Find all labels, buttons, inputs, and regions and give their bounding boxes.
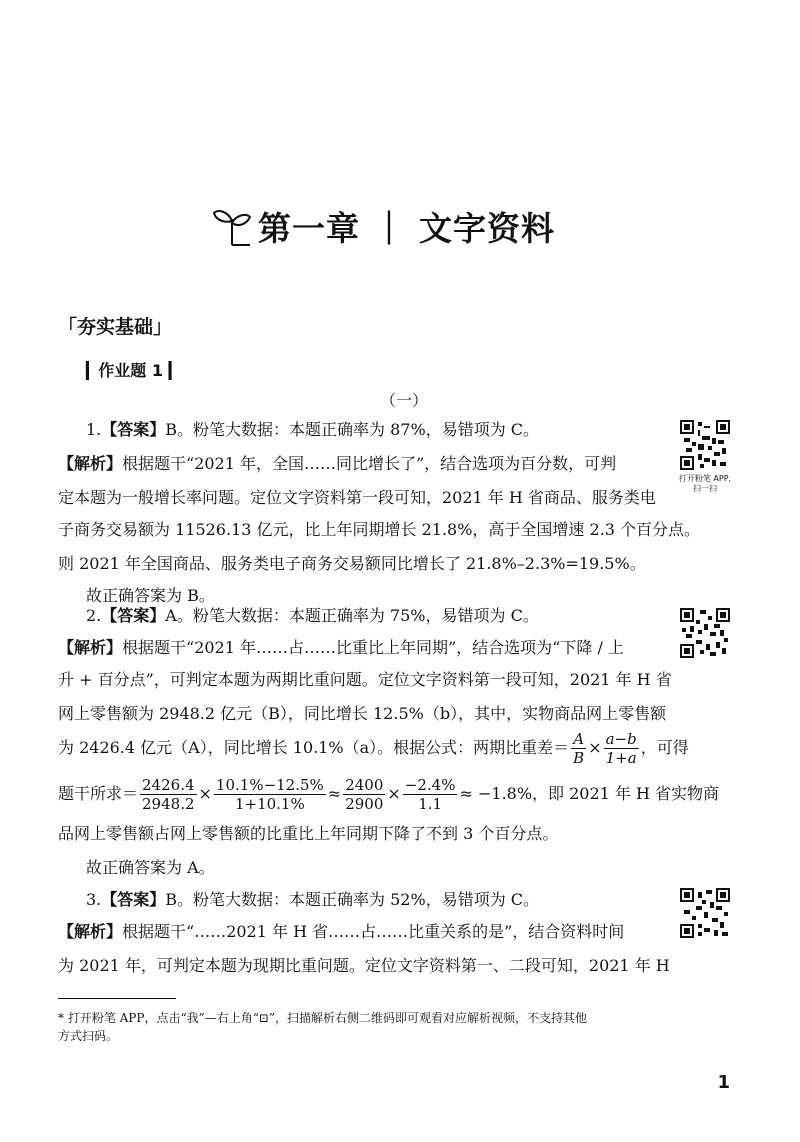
q2-analysis-last: 品网上零售额占网上零售额的比重比上年同期下降了不到 3 个百分点。 bbox=[58, 824, 559, 843]
q1-analysis-label: 【解析】 bbox=[58, 454, 123, 473]
q2-answer-line bbox=[86, 606, 539, 626]
q3-number: 3. bbox=[86, 890, 102, 909]
q1-conclusion: 故正确答案为 B。 bbox=[86, 586, 215, 605]
q1-analysis-line-2: 定本题为一般增长率问题。定位文字资料第一段可知，2021 年 H 省商品、服务类电 bbox=[58, 488, 656, 507]
section-title: 「夯实基础」 bbox=[58, 316, 173, 338]
q3-answer-text: B。粉笔大数据：本题正确率为 52%，易错项为 C。 bbox=[165, 890, 540, 909]
fraction: $\frac{a-b}{1+a}$ bbox=[605, 729, 637, 767]
q1-analysis-line-1: 【解析】根据题干“2021 年，全国……同比增长了”，结合选项为百分数，可判 bbox=[58, 454, 617, 473]
fraction: $\frac{2400}{2900}$ bbox=[345, 775, 384, 813]
q1-number: 1. bbox=[86, 420, 102, 439]
fraction: $\frac{-2.4\%}{1.1}$ bbox=[404, 775, 456, 813]
page-number: 1 bbox=[717, 1072, 730, 1093]
footnote-line-2: 方式扫码。 bbox=[58, 1029, 119, 1043]
q3-answer-label: 【答案】 bbox=[101, 890, 166, 909]
sprout-icon bbox=[210, 205, 252, 247]
q3-analysis-line-2: 为 2021 年，可判定本题为现期比重问题。定位文字资料第一、二段可知，2021 年 H bbox=[58, 956, 670, 975]
fraction: $\frac{2426.4}{2948.2}$ bbox=[142, 775, 195, 813]
q2-formula-line: 为 2426.4 亿元（A），同比增长 10.1%（a）。根据公式：两期比重差＝ $\frac{A}{B}$ × $\frac{a-b}{1+a}$ ，可得 bbox=[58, 729, 689, 767]
q1-answer-line bbox=[86, 420, 539, 440]
chapter-heading bbox=[210, 196, 555, 256]
fraction: $\frac{10.1\%-12.5\%}{1+10.1\%}$ bbox=[215, 775, 324, 813]
q3-answer-line bbox=[86, 890, 539, 910]
qr-code-icon[interactable] bbox=[680, 888, 730, 938]
q1-answer-text: B。粉笔大数据：本题正确率为 87%，易错项为 C。 bbox=[165, 420, 540, 439]
q2-number: 2. bbox=[86, 606, 102, 625]
fraction: $\frac{A}{B}$ bbox=[573, 729, 585, 767]
q2-calc-line: 题干所求＝ $\frac{2426.4}{2948.2}$ × $\frac{10.1\%-12.5\%}{1+10.1\%}$ ≈ $\frac{2400}{2900}$ × $\frac{-2.4\%}{1.1}$ ≈ −1.8%，即 2021 年 H 省实物商 bbox=[58, 775, 720, 813]
q2-conclusion: 故正确答案为 A。 bbox=[86, 858, 215, 877]
q3-analysis-line-1: 【解析】根据题干“……2021 年 H 省……占……比重关系的是”，结合资料时间 bbox=[58, 922, 625, 941]
qr-caption: 打开粉笔 APP, 扫一扫 bbox=[678, 474, 732, 493]
q2-analysis-line-1: 【解析】根据题干“2021 年……占……比重比上年同期”，结合选项为“下降 / 上 bbox=[58, 638, 624, 657]
q1-answer-label: 【答案】 bbox=[101, 420, 166, 439]
q2-analysis-line-3: 网上零售额为 2948.2 亿元（B），同比增长 12.5%（b），其中，实物商品网上零售额 bbox=[58, 704, 667, 723]
q2-answer-label: 【答案】 bbox=[101, 606, 166, 625]
footnote-rule bbox=[58, 998, 176, 999]
q2-analysis-label: 【解析】 bbox=[58, 638, 123, 657]
footnote-line-1: * 打开粉笔 APP，点击“我”—右上角“⊡”，扫描解析右侧二维码即可观看对应解析视频，不支持其他 bbox=[58, 1011, 588, 1025]
qr-code-icon[interactable] bbox=[680, 608, 730, 658]
q1-analysis-line-3: 子商务交易额为 11526.13 亿元，比上年同期增长 21.8%，高于全国增速 2.3 个百分点。 bbox=[58, 520, 701, 539]
homework-title: ▎作业题 1 ▎ bbox=[86, 361, 181, 380]
q1-analysis-line-4: 则 2021 年全国商品、服务类电子商务交易额同比增长了 21.8%–2.3%=19.5%。 bbox=[58, 554, 646, 573]
qr-code-icon[interactable] bbox=[680, 420, 730, 470]
q3-analysis-label: 【解析】 bbox=[58, 922, 123, 941]
q2-answer-text: A。粉笔大数据：本题正确率为 75%，易错项为 C。 bbox=[165, 606, 539, 625]
q2-analysis-line-2: 升 + 百分点”，可判定本题为两期比重问题。定位文字资料第一段可知，2021 年 H 省 bbox=[58, 670, 672, 689]
chapter-title: 第一章 ｜ 文字资料 bbox=[258, 208, 555, 248]
subsection-title: （一） bbox=[380, 391, 429, 410]
